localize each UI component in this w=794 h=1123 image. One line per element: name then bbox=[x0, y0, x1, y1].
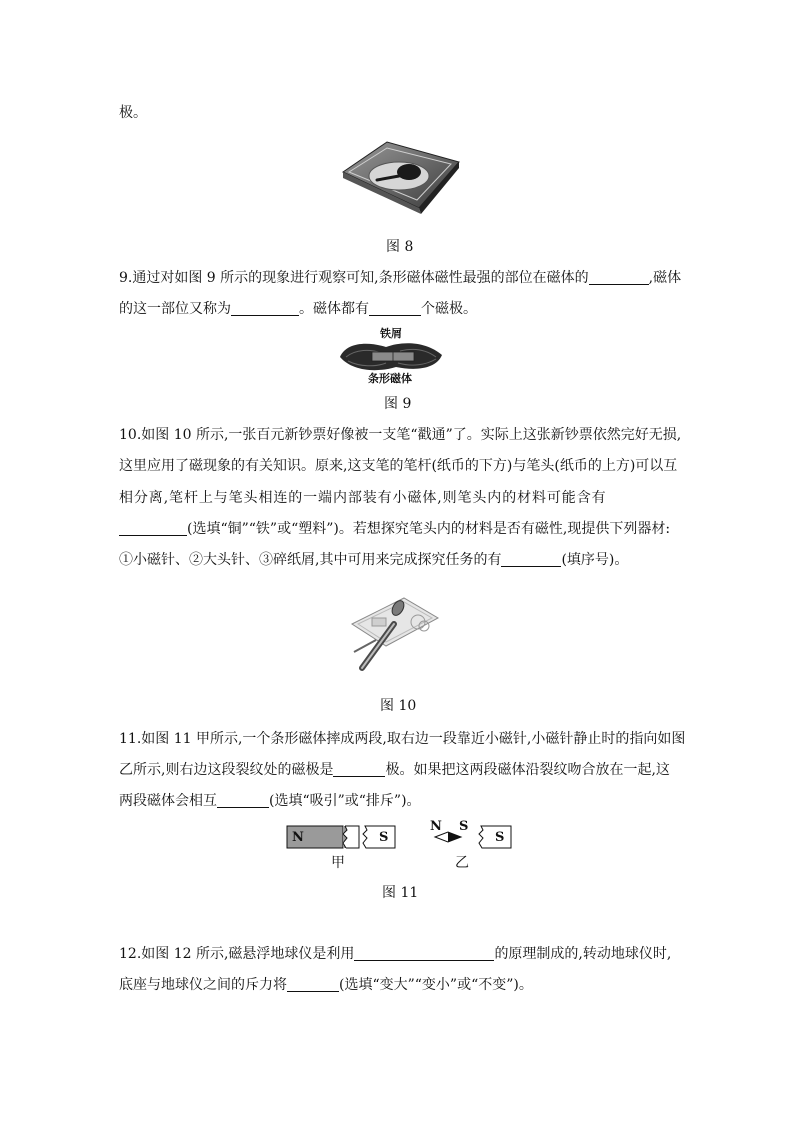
fig11-piece-s-label: S bbox=[495, 830, 505, 845]
q11-text: 两段磁体会相互 bbox=[119, 793, 217, 809]
q9-text: 的这一部位又称为 bbox=[119, 301, 231, 317]
q10-text: ①小磁针、②大头针、③碎纸屑,其中可用来完成探究任务的有 bbox=[119, 552, 502, 568]
fig11-needle-n-label: N bbox=[430, 819, 442, 834]
fig11-caption: 图 11 bbox=[382, 885, 419, 901]
q9-text: 9.通过对如图 9 所示的现象进行观察可知,条形磁体磁性最强的部位在磁体的 bbox=[119, 270, 589, 286]
q10-line-3: 相分离,笔杆上与笔头相连的一端内部装有小磁体,则笔头内的材料可能含有 bbox=[119, 490, 607, 506]
q9-text: ,磁体 bbox=[648, 270, 682, 286]
q12-text: 底座与地球仪之间的斥力将 bbox=[119, 977, 287, 993]
q11-blank-2[interactable] bbox=[217, 793, 269, 808]
fig8-caption: 图 8 bbox=[386, 239, 414, 255]
q9-text: 。磁体都有 bbox=[299, 301, 369, 317]
q12-blank-2[interactable] bbox=[287, 977, 339, 992]
fig9-label-magnet: 条形磁体 bbox=[368, 372, 412, 385]
fig9-magnet-filings-image bbox=[336, 339, 446, 373]
q9-text: 个磁极。 bbox=[421, 301, 477, 317]
q10-text: (选填“铜”“铁”或“塑料”)。若想探究笔头内的材料是否有磁性,现提供下列器材: bbox=[187, 521, 671, 537]
top-line-text: 极。 bbox=[119, 105, 147, 121]
q10-line-1: 10.如图 10 所示,一张百元新钞票好像被一支笔“戳通”了。实际上这张新钞票依然完好无损, bbox=[119, 427, 682, 443]
q9-line-2 bbox=[119, 300, 477, 318]
q10-blank-2[interactable] bbox=[501, 552, 561, 567]
q12-text: 12.如图 12 所示,磁悬浮地球仪是利用 bbox=[119, 946, 355, 962]
fig10-pen-banknote-image bbox=[346, 584, 442, 676]
q9-blank-2[interactable] bbox=[231, 301, 299, 316]
q11-text: 极。如果把这两段磁体沿裂纹吻合放在一起,这 bbox=[385, 762, 670, 778]
fig8-compass-spoon-image bbox=[335, 136, 463, 216]
q12-text: 的原理制成的,转动地球仪时, bbox=[494, 946, 672, 962]
fig10-caption: 图 10 bbox=[380, 698, 417, 714]
q12-line-1 bbox=[119, 945, 671, 963]
q12-line-2 bbox=[119, 976, 533, 994]
fig11-needle-s-label: S bbox=[459, 819, 469, 834]
q10-line-5 bbox=[119, 551, 628, 569]
fig9-label-filings: 铁屑 bbox=[380, 327, 402, 340]
fig11-diagram bbox=[285, 824, 515, 870]
q11-blank-1[interactable] bbox=[333, 762, 385, 777]
q10-blank-1[interactable] bbox=[119, 521, 187, 536]
q11-line-1: 11.如图 11 甲所示,一个条形磁体摔成两段,取右边一段靠近小磁针,小磁针静止时的指向如图 bbox=[119, 731, 686, 747]
fig11-label-jia: 甲 bbox=[331, 855, 345, 871]
q11-text: (选填“吸引”或“排斥”)。 bbox=[269, 793, 421, 809]
fig9-caption: 图 9 bbox=[384, 396, 412, 412]
q11-line-2 bbox=[119, 761, 670, 779]
fig11-label-yi: 乙 bbox=[455, 855, 469, 871]
q10-line-4 bbox=[119, 520, 670, 538]
q11-text: 乙所示,则右边这段裂纹处的磁极是 bbox=[119, 762, 334, 778]
q10-text: (填序号)。 bbox=[561, 552, 629, 568]
fig11-magnet-s-label: S bbox=[379, 830, 389, 845]
q9-blank-1[interactable] bbox=[589, 270, 649, 285]
q11-line-3 bbox=[119, 792, 421, 810]
q9-line-1 bbox=[119, 269, 681, 287]
q12-blank-1[interactable] bbox=[354, 946, 494, 961]
q10-line-2: 这里应用了磁现象的有关知识。原来,这支笔的笔杆(纸币的下方)与笔头(纸币的上方)可以互 bbox=[119, 458, 678, 474]
q12-text: (选填“变大”“变小”或“不变”)。 bbox=[339, 977, 533, 993]
fig11-magnet-n-label: N bbox=[292, 830, 304, 845]
q9-blank-3[interactable] bbox=[369, 301, 421, 316]
